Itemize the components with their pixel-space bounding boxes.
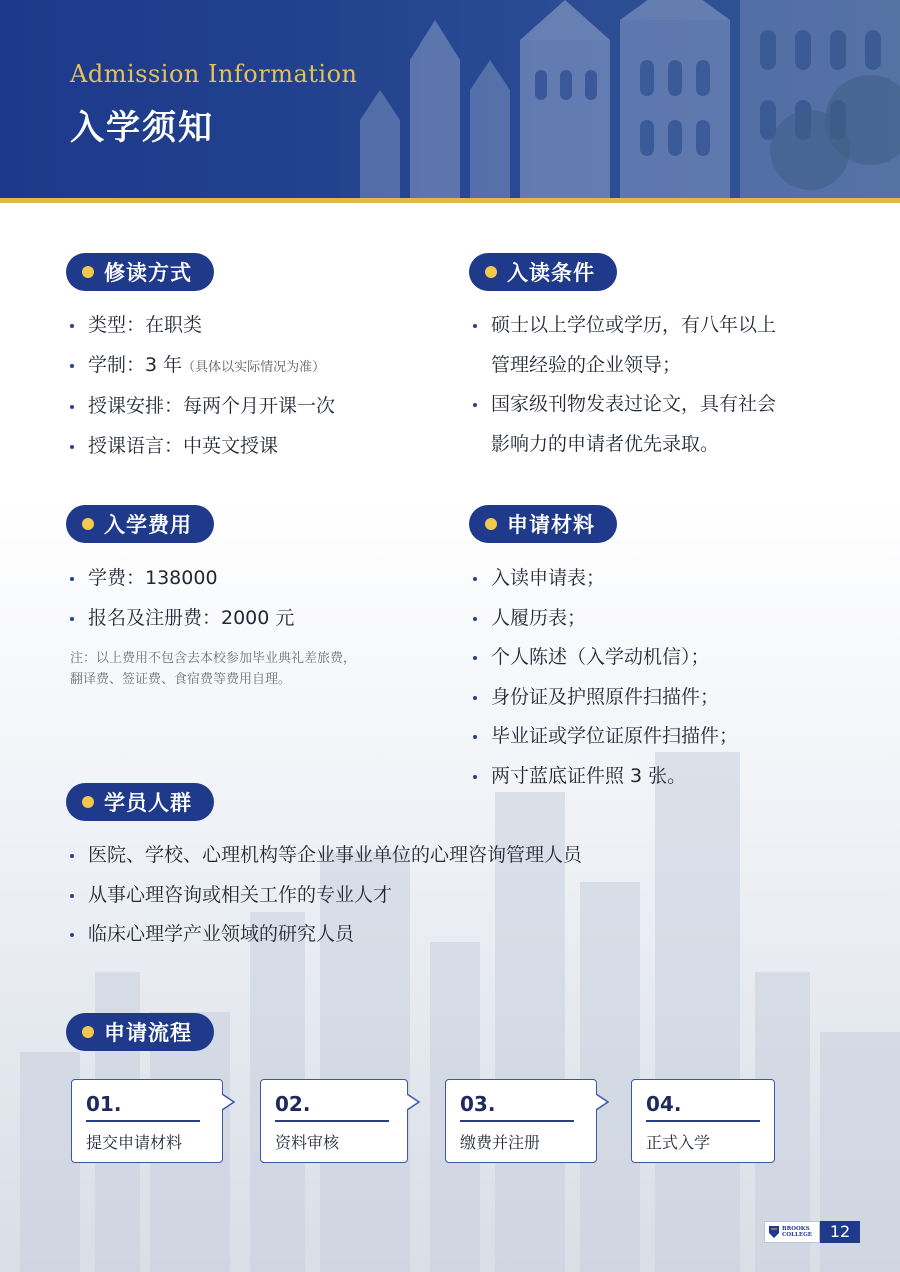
list-item [471,599,738,639]
note-line: 翻译费、签证费、食宿费等费用自理。 [70,672,292,687]
logo-text: COLLEGE [782,1232,812,1238]
chevron-right-icon [407,1094,421,1110]
step-label: 正式入学 [646,1133,711,1152]
list-item [68,836,582,876]
section-fees-heading [66,505,214,543]
process-step-3 [445,1079,597,1163]
list-item [471,638,738,678]
logo-text: BROOKS [782,1226,810,1232]
bullet-dot-icon [82,266,94,278]
item-note: （具体以实际情况为准） [182,359,326,375]
item-text: 从事心理咨询或相关工作的专业人才 [88,883,393,906]
step-label: 提交申请材料 [86,1133,183,1152]
college-logo [764,1221,820,1243]
item-text: 学制：3 年 [88,353,183,376]
section-study-mode-heading [66,253,214,291]
process-step-1 [71,1079,223,1163]
process-step-2 [260,1079,408,1163]
list-item [68,559,294,599]
chevron-right-icon [596,1094,610,1110]
item-text: 影响力的申请者优先录取。 [491,432,720,455]
item-text: 人履历表； [491,606,587,629]
list-item [68,876,582,916]
list-item [68,346,335,388]
list-item [471,717,738,757]
step-label: 缴费并注册 [460,1133,541,1152]
item-text: 临床心理学产业领域的研究人员 [88,923,355,945]
application-materials-list [471,559,738,796]
list-item [68,387,335,427]
section-application-materials-heading [469,505,617,543]
page-number: 12 [820,1221,860,1243]
target-students-list [68,836,582,955]
item-text: 医院、学校、心理机构等企业事业单位的心理咨询管理人员 [88,844,583,866]
step-divider [86,1120,200,1122]
item-text: 国家级刊物发表过论文，具有社会 [491,393,777,415]
bullet-dot-icon [82,796,94,808]
item-text: 两寸蓝底证件照 3 张。 [491,764,687,787]
section-admission-requirements-heading [469,253,617,291]
admission-requirements-list [471,306,831,464]
fees-list [68,559,294,638]
section-title: 入读条件 [507,261,595,285]
item-text: 入读申请表； [491,567,606,589]
step-number: 01. [86,1092,122,1116]
step-number: 04. [646,1092,682,1116]
section-process-heading [66,1013,214,1051]
list-item [471,678,738,718]
item-text: 类型：在职类 [88,314,203,336]
item-text: 授课安排：每两个月开课一次 [88,395,336,417]
chevron-right-icon [222,1094,236,1110]
step-label: 资料审核 [275,1133,340,1152]
list-item [471,385,831,464]
college-building-image [340,0,900,200]
bullet-dot-icon [82,1026,94,1038]
step-divider [646,1120,760,1122]
item-text: 身份证及护照原件扫描件； [491,685,720,708]
section-title: 入学费用 [104,513,192,537]
title-chinese: 入学须知 [70,108,214,148]
bullet-dot-icon [485,518,497,530]
item-text: 授课语言：中英文授课 [88,434,279,457]
list-item [68,599,294,639]
note-line: 注：以上费用不包含去本校参加毕业典礼差旅费， [70,651,357,666]
list-item [471,559,738,599]
header-gold-rule [0,198,900,203]
item-text: 学费：138000 [88,567,218,589]
bullet-dot-icon [485,266,497,278]
fees-note [70,648,430,690]
header-banner [0,0,900,200]
item-text: 管理经验的企业领导； [491,353,682,376]
list-item [68,915,582,955]
section-target-students-heading [66,783,214,821]
list-item [68,427,335,467]
item-text: 报名及注册费：2000 元 [88,606,295,629]
step-divider [460,1120,574,1122]
step-number: 03. [460,1092,496,1116]
step-number: 02. [275,1092,311,1116]
section-title: 修读方式 [104,261,192,285]
list-item [68,306,335,346]
section-title: 申请材料 [507,513,595,537]
title-english: Admission Information [70,60,358,88]
list-item [471,757,738,797]
item-text: 硕士以上学位或学历，有八年以上 [491,314,777,336]
process-step-4 [631,1079,775,1163]
item-text: 个人陈述（入学动机信）； [491,646,710,668]
bullet-dot-icon [82,518,94,530]
shield-icon [769,1226,779,1238]
section-title: 学员人群 [104,791,192,815]
study-mode-list [68,306,335,466]
step-divider [275,1120,389,1122]
list-item [471,306,831,385]
section-title: 申请流程 [104,1021,192,1045]
item-text: 毕业证或学位证原件扫描件； [491,725,739,747]
